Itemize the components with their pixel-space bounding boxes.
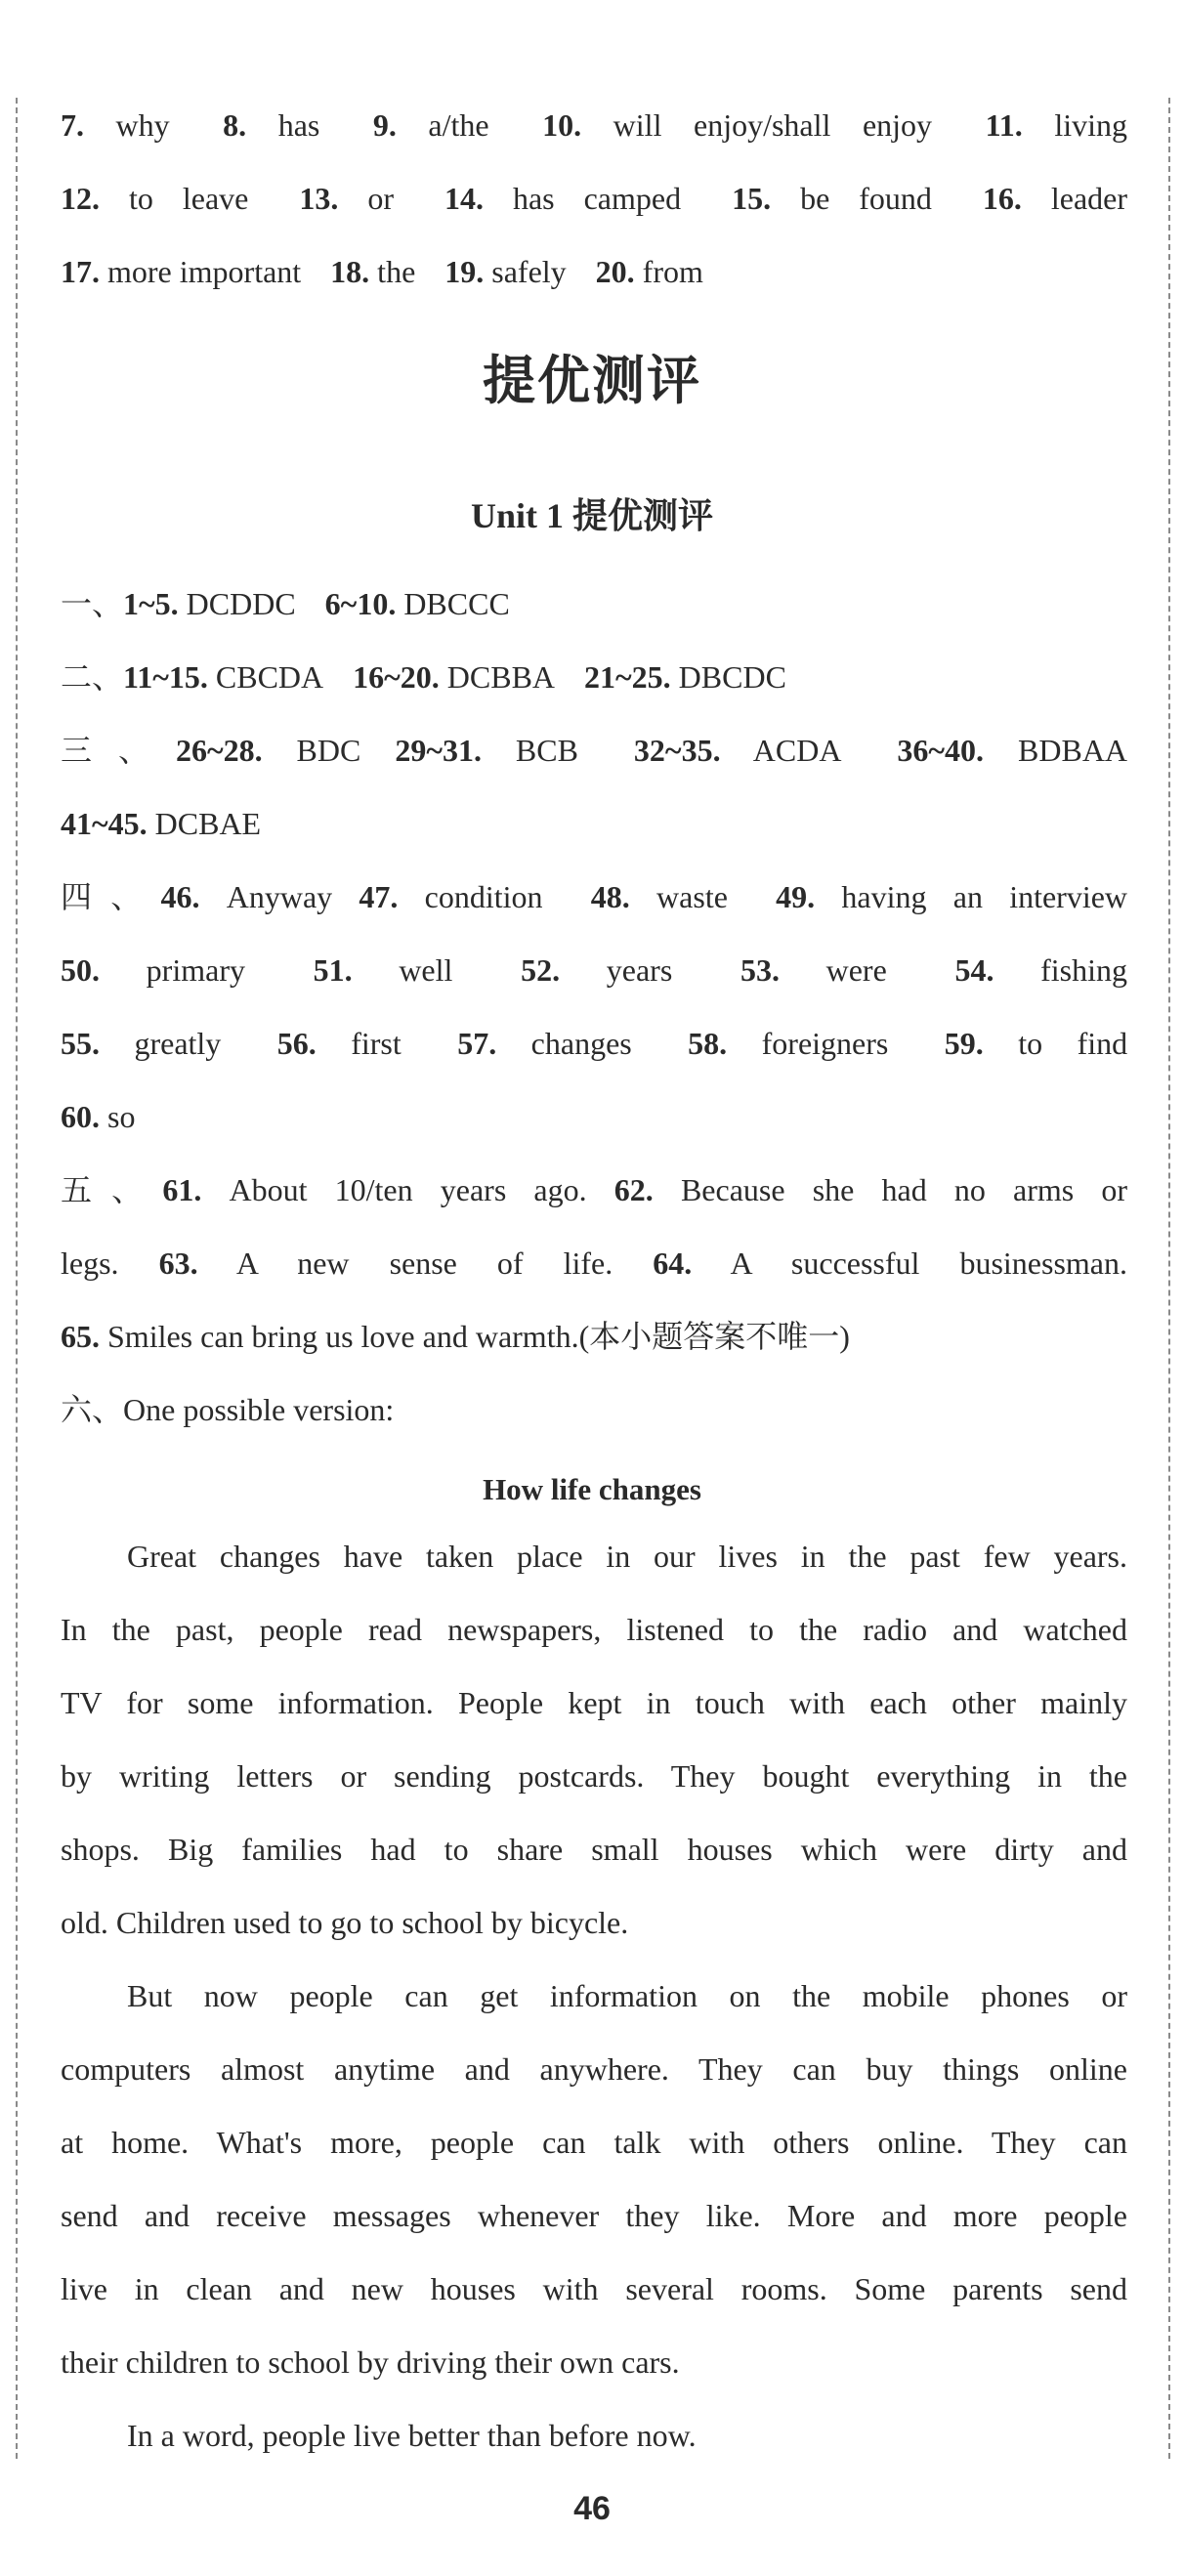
answer-line-17-20: 17. more important 18. the 19. safely 20. from	[61, 254, 703, 289]
essay-line: by writing letters or sending postcards. They bought everything in the	[61, 1758, 1127, 1794]
essay-line: In a word, people live better than before now.	[127, 2418, 697, 2453]
section-1-answers: 一、1~5. DCDDC 6~10. DBCCC	[61, 586, 510, 621]
essay-line: In the past, people read newspapers, listened to the radio and watched	[61, 1612, 1127, 1647]
section-5-line-1: 五、61. About 10/ten years ago. 62. Because she had no arms or	[61, 1172, 1127, 1207]
left-dashed-rule	[16, 98, 18, 2459]
section-4-line-2: 50. primary 51. well 52. years 53. were 54. fishing	[61, 952, 1127, 988]
essay-line: computers almost anytime and anywhere. They can buy things online	[61, 2051, 1127, 2087]
answer-line-12-16: 12. to leave 13. or 14. has camped 15. be found 16. leader	[61, 181, 1127, 216]
essay-line: their children to school by driving their own cars.	[61, 2344, 680, 2380]
section-2-answers: 二、11~15. CBCDA 16~20. DCBBA 21~25. DBCDC	[61, 659, 786, 695]
section-6-intro: 六、One possible version:	[61, 1392, 395, 1427]
section-4-line-3: 55. greatly 56. first 57. changes 58. foreigners 59. to find	[61, 1026, 1127, 1061]
section-3-answers-cont: 41~45. DCBAE	[61, 806, 262, 841]
unit-title: Unit 1 提优测评	[470, 496, 713, 535]
essay-line: Great changes have taken place in our lives in the past few years.	[127, 1539, 1127, 1574]
essay-title: How life changes	[483, 1472, 701, 1506]
section-4-line-4: 60. so	[61, 1099, 136, 1134]
essay-line: But now people can get information on the mobile phones or	[127, 1978, 1127, 2013]
essay-line: TV for some information. People kept in touch with each other mainly	[61, 1685, 1127, 1720]
section-title: 提优测评	[483, 352, 701, 410]
essay-line: send and receive messages whenever they like. More and more people	[61, 2198, 1127, 2233]
section-5-line-2: legs. 63. A new sense of life. 64. A successful businessman.	[61, 1246, 1127, 1281]
essay-line: shops. Big families had to share small houses which were dirty and	[61, 1832, 1127, 1867]
essay-line: old. Children used to go to school by bicycle.	[61, 1905, 629, 1940]
section-5-line-3: 65. Smiles can bring us love and warmth.(本小题答案不唯一)	[61, 1319, 850, 1354]
section-4-line-1: 四、46. Anyway 47. condition 48. waste 49. having an interview	[61, 879, 1127, 914]
section-3-answers: 三、26~28. BDC 29~31. BCB 32~35. ACDA 36~40. BDBAA	[61, 733, 1127, 768]
answer-line-7-11: 7. why 8. has 9. a/the 10. will enjoy/shall enjoy 11. living	[61, 107, 1127, 143]
right-dashed-rule	[1168, 98, 1170, 2459]
essay-line: at home. What's more, people can talk with others online. They can	[61, 2125, 1127, 2160]
essay-line: live in clean and new houses with several rooms. Some parents send	[61, 2271, 1127, 2306]
page-number: 46	[573, 2490, 611, 2527]
